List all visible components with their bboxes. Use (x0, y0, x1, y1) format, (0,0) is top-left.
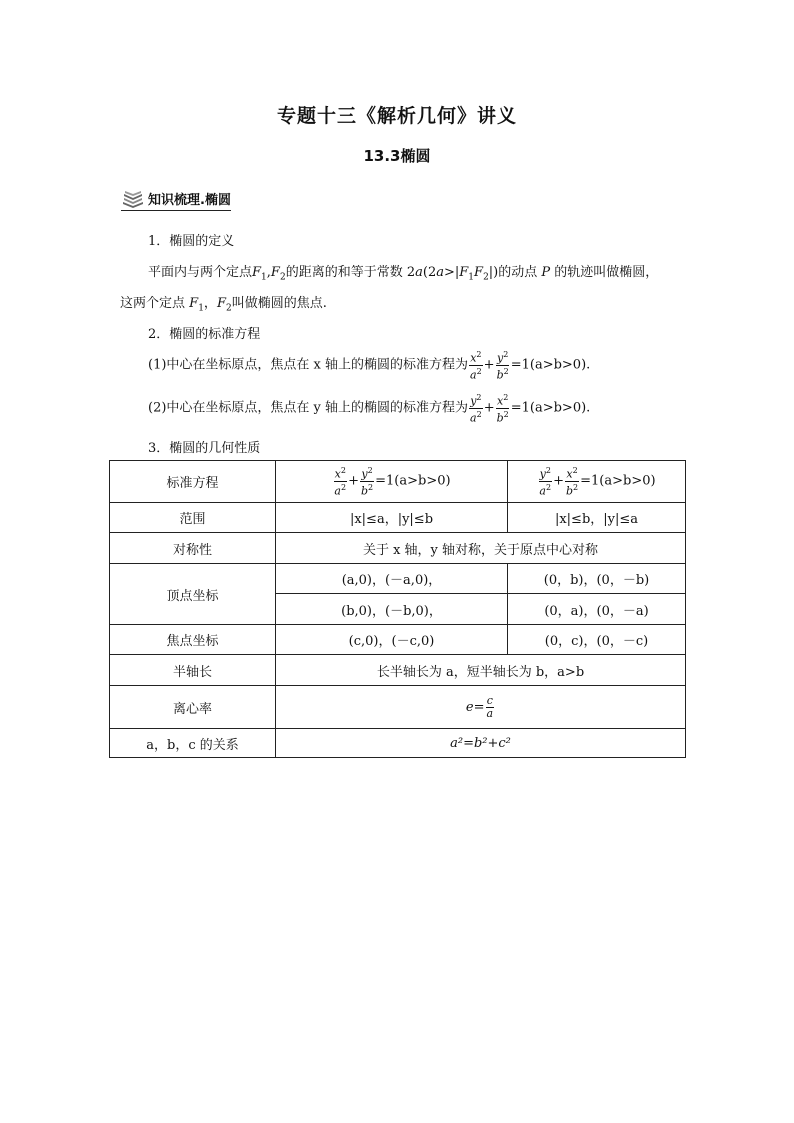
table-row (110, 461, 686, 503)
vertices-x2: (b,0)，(－b,0)， (276, 594, 508, 625)
page-title: 专题十三《解析几何》讲义 (276, 105, 517, 127)
table-row (110, 625, 686, 655)
s1-heading: 1．椭圆的定义 (148, 234, 235, 249)
row-label-symmetry: 对称性 (110, 533, 276, 564)
ellipse-properties-table (109, 460, 686, 758)
table-row (110, 686, 686, 729)
semi-axis-value: 长半轴长为 a，短半轴长为 b，a>b (276, 655, 686, 686)
table-row (110, 655, 686, 686)
row-label-range: 范围 (110, 503, 276, 533)
s2-heading: 2．椭圆的标准方程 (148, 327, 261, 342)
s3-heading: 3．椭圆的几何性质 (148, 441, 261, 456)
section-header (121, 188, 231, 211)
foci-x: (c,0)，(－c,0) (276, 625, 508, 655)
row-label-foci: 焦点坐标 (110, 625, 276, 655)
vertices-y2: (0，a)，(0，－a) (508, 594, 686, 625)
vertices-y1: (0，b)，(0，－b) (508, 564, 686, 594)
equation-y: $\frac{y^2}{a^2}$ + $\frac{x^2}{b^2}$ =1(a>b>0) (508, 461, 686, 503)
section-label: 知识梳理.椭圆 (148, 192, 231, 208)
table-row (110, 564, 686, 594)
s1-paragraph-line1: 平面内与两个定点$F_1,F_2$的距离的和等于常数 $2a(2a>|F_1F_2|)$的动点 P 的轨迹叫做椭圆， (148, 265, 659, 283)
books-icon (121, 188, 145, 208)
vertices-x1: (a,0)，(－a,0)， (276, 564, 508, 594)
s1-paragraph-line2: 这两个定点 $F_1$，$F_2$叫做椭圆的焦点. (120, 296, 327, 314)
row-label-vertices: 顶点坐标 (110, 564, 276, 625)
symmetry-value: 关于 x 轴，y 轴对称，关于原点中心对称 (276, 533, 686, 564)
row-label-eccentricity: 离心率 (110, 686, 276, 729)
row-label-semi-axis: 半轴长 (110, 655, 276, 686)
range-y: |x|≤b，|y|≤a (508, 503, 686, 533)
table-row (110, 503, 686, 533)
row-label-equation: 标准方程 (110, 461, 276, 503)
equation-x: $\frac{x^2}{a^2}$ + $\frac{y^2}{b^2}$ =1(a>b>0) (276, 461, 508, 503)
eccentricity-value: e= $\frac{c}{a}$ (276, 686, 686, 729)
row-label-relation: a，b，c 的关系 (110, 729, 276, 758)
relation-value: a²=b²+c² (276, 729, 686, 758)
table-row (110, 533, 686, 564)
s2-item2: (2)中心在坐标原点，焦点在 y 轴上的椭圆的标准方程为 $\frac{y^2}{a^2}$ + $\frac{x^2}{b^2}$ =1(a>b>0). (148, 393, 591, 425)
range-x: |x|≤a，|y|≤b (276, 503, 508, 533)
table-row (110, 729, 686, 758)
page-subtitle: 13.3椭圆 (363, 147, 431, 165)
s2-item1: (1)中心在坐标原点，焦点在 x 轴上的椭圆的标准方程为 $\frac{x^2}{a^2}$ + $\frac{y^2}{b^2}$ =1(a>b>0). (148, 350, 591, 382)
foci-y: (0，c)，(0，－c) (508, 625, 686, 655)
